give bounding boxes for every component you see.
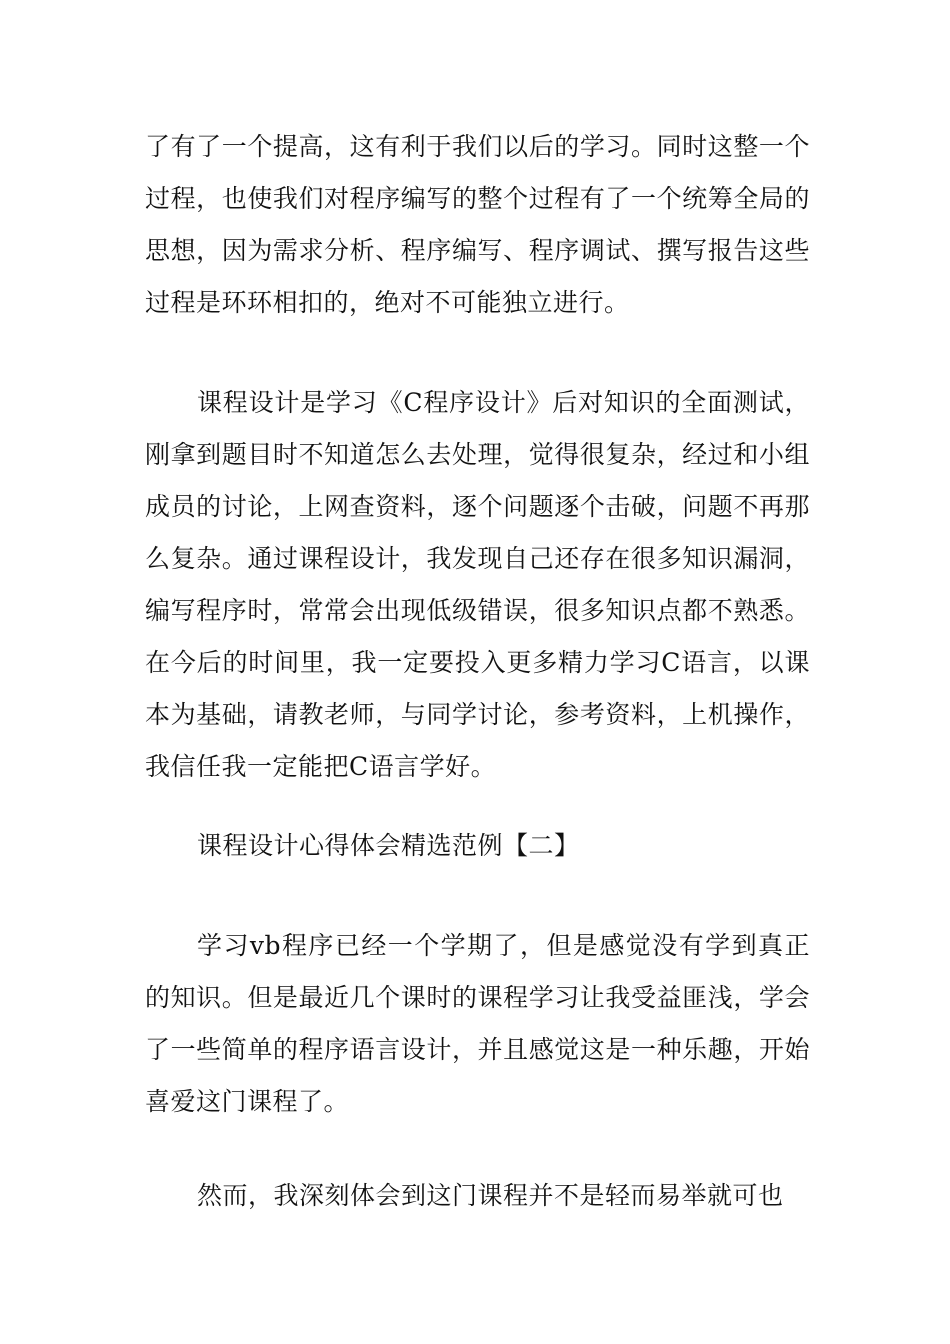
paragraph-c-course-design: 课程设计是学习《C程序设计》后对知识的全面测试，刚拿到题目时不知道怎么去处理，觉得很复杂，经过和小组成员的讨论，上网查资料，逐个问题逐个击破，问题不再那么复杂。通过课程设计，我发现自己还存在很多知识漏洞，编写程序时，常常会出现低级错误，很多知识点都不熟悉。在今后的时间里，我一定要投入更多精力学习C语言，以课本为基础，请教老师，与同学讨论，参考资料，上机操作，我信任我一定能把C语言学好。 bbox=[145, 388, 810, 781]
paragraph-continuation: 了有了一个提高，这有利于我们以后的学习。同时这整一个过程，也使我们对程序编写的整个过程有了一个统筹全局的思想，因为需求分析、程序编写、程序调试、撰写报告这些过程是环环相扣的，绝对不可能独立进行。 bbox=[145, 132, 810, 317]
paragraph-however: 然而，我深刻体会到这门课程并不是轻而易举就可也 bbox=[197, 1181, 784, 1210]
paragraph-vb-learning: 学习vb程序已经一个学期了，但是感觉没有学到真正的知识。但是最近几个课时的课程学习让我受益匪浅，学会了一些简单的程序语言设计，并且感觉这是一种乐趣，开始喜爱这门课程了。 bbox=[145, 931, 810, 1116]
section-heading: 课程设计心得体会精选范例【二】 bbox=[197, 831, 580, 860]
